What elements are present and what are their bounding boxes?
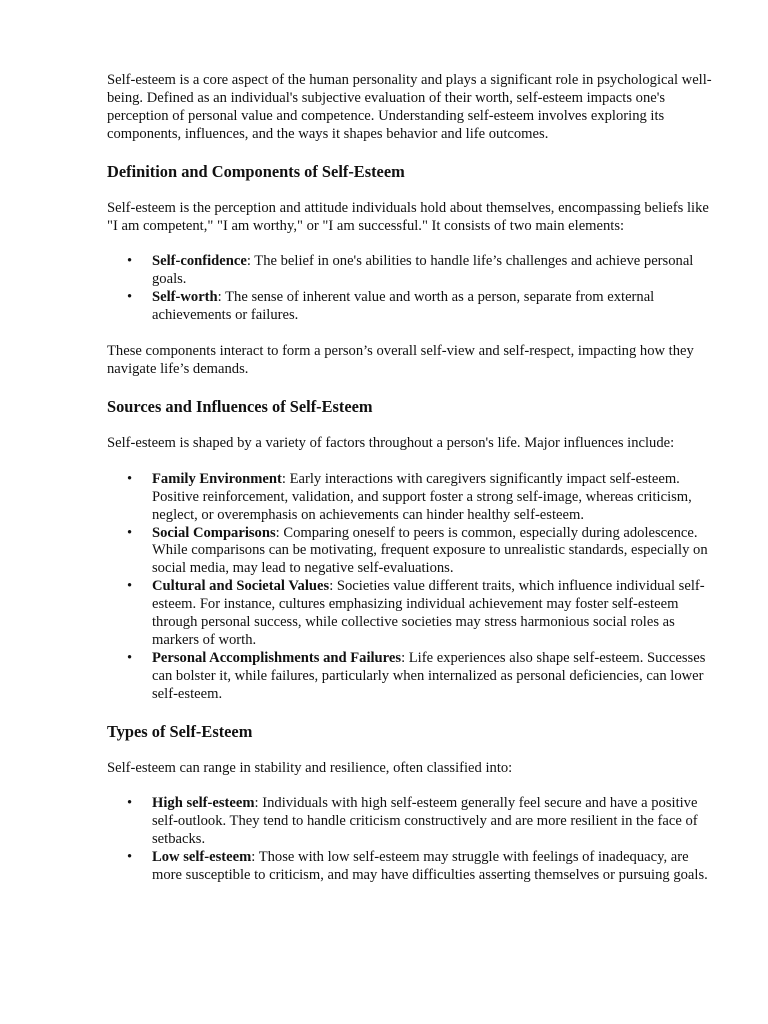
list-item-text: : Comparing oneself to peers is common, especially during adolescence. While comparisons can be motivating, frequent exposure to unrealistic standards, especially on social media, may lead to negative self-evaluations. [152,524,708,577]
section-closing: These components interact to form a person’s overall self-view and self-respect, impacting how they navigate life’s demands. [107,343,694,377]
list-item [107,650,717,704]
bullet-icon: • [127,470,133,487]
section-heading-types: Types of Self-Esteem [107,721,253,741]
list-item-term: Cultural and Societal Values [152,578,330,595]
list-item [107,795,717,849]
list-item-term: Personal Accomplishments and Failures [152,649,402,666]
list-item [107,253,717,289]
list-item [107,289,717,325]
bullet-list [107,795,717,885]
list-item-text: : Individuals with high self-esteem generally feel secure and have a positive self-outlook. They tend to handle criticism constructively and are more resilient in the face of setbacks. [152,795,698,848]
list-item [107,525,717,579]
list-item [107,471,717,525]
bullet-icon: • [127,578,133,595]
bullet-icon: • [127,289,133,306]
list-item-text: : Early interactions with caregivers significantly impact self-esteem. Positive reinforcement, validation, and support foster a strong self-image, whereas criticism, neglect, or overemphasis on achievements can hinder healthy self-esteem. [152,470,692,523]
list-item-term: Family Environment [152,470,282,487]
list-item-term: High self-esteem [152,795,255,812]
intro-paragraph: Self-esteem is a core aspect of the human personality and plays a significant role in psychological well-being. Defined as an individual's subjective evaluation of their worth, self-esteem impacts one's perception of personal value and competence. Understanding self-esteem involves exploring its components, influences, and the ways it shapes behavior and life outcomes. [107,72,712,142]
document-page [107,72,717,903]
list-item-text: : Societies value different traits, which influence individual self-esteem. For instance, cultures emphasizing individual achievement may foster self-esteem through personal success, while collective societies may stress harmonious social roles as markers of worth. [152,578,705,648]
bullet-icon: • [127,849,133,866]
bullet-icon: • [127,253,133,270]
list-item-term: Self-worth [152,289,218,306]
section-heading-sources: Sources and Influences of Self-Esteem [107,396,373,416]
bullet-icon: • [127,795,133,812]
list-item-text: : Life experiences also shape self-esteem. Successes can bolster it, while failures, particularly when internalized as personal deficiencies, can lower self-esteem. [152,649,706,702]
bullet-list [107,253,717,325]
bullet-icon: • [127,649,133,666]
section-lead: Self-esteem is the perception and attitude individuals hold about themselves, encompassing beliefs like "I am competent," "I am worthy," or "I am successful." It consists of two main elements: [107,199,709,234]
list-item-text: : The belief in one's abilities to handle life’s challenges and achieve personal goals. [152,253,694,288]
section-lead: Self-esteem is shaped by a variety of factors throughout a person's life. Major influences include: [107,434,675,451]
list-item [107,578,717,650]
bullet-list [107,471,717,704]
list-item-term: Social Comparisons [152,524,276,541]
section-lead: Self-esteem can range in stability and resilience, often classified into: [107,759,513,776]
list-item-text: : The sense of inherent value and worth as a person, separate from external achievements or failures. [152,289,655,324]
section-heading-definition: Definition and Components of Self-Esteem [107,161,405,181]
list-item-text: : Those with low self-esteem may struggle with feelings of inadequacy, are more susceptible to criticism, and may have difficulties asserting themselves or pursuing goals. [152,849,708,884]
list-item-term: Self-confidence [152,253,247,270]
list-item-term: Low self-esteem [152,849,252,866]
list-item [107,849,717,885]
bullet-icon: • [127,524,133,541]
